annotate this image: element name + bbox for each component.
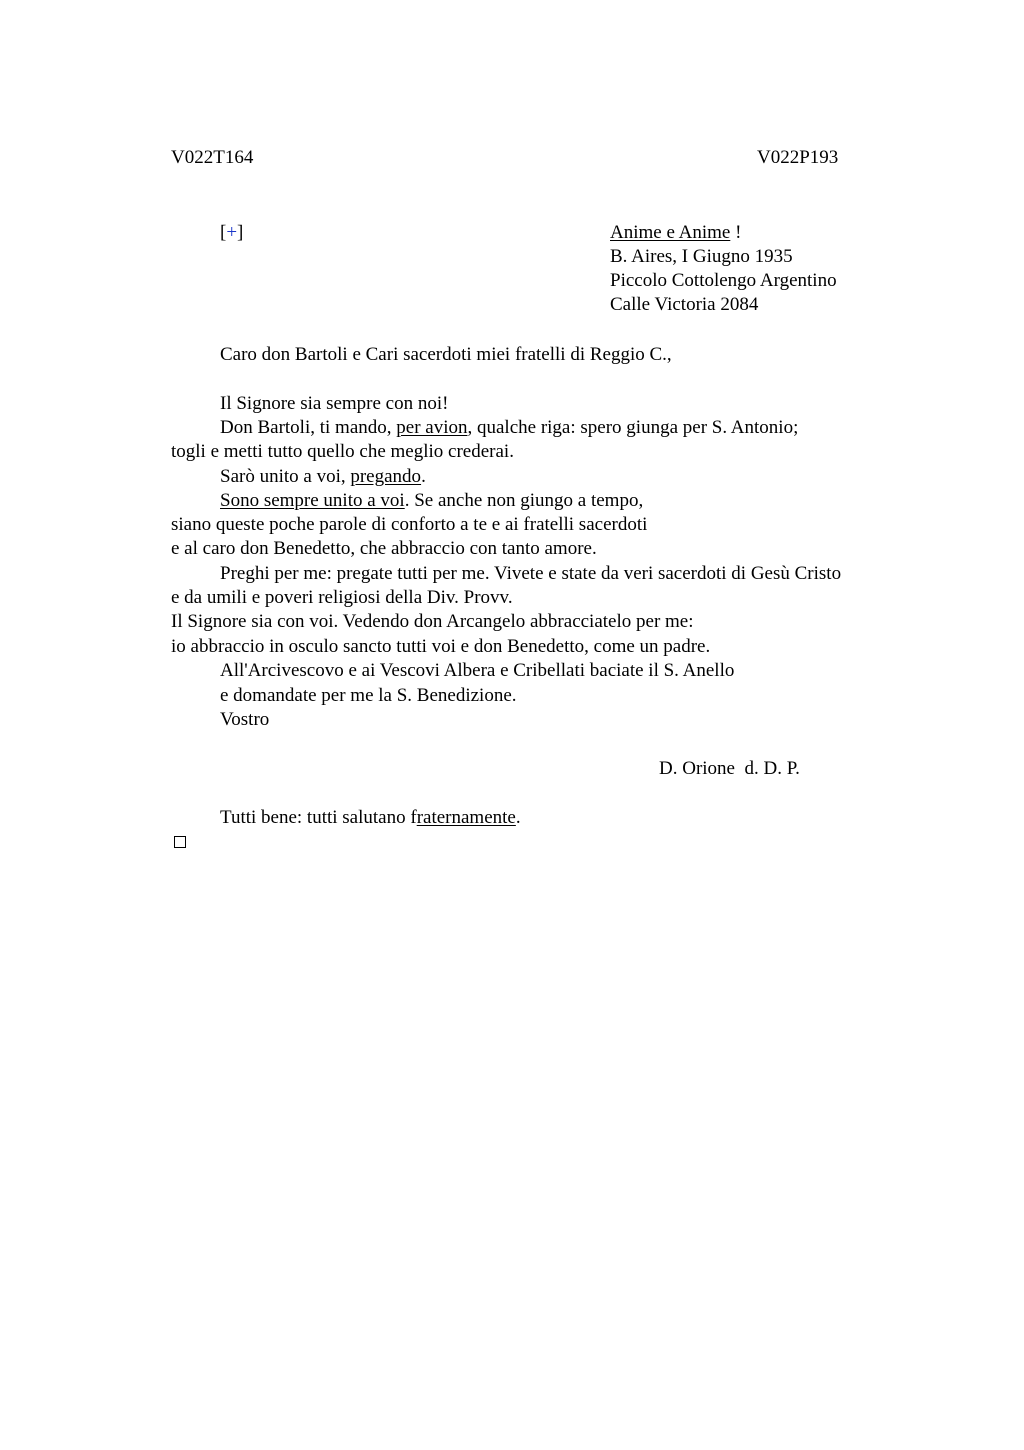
postscript-underlined: raternamente [416,807,516,828]
body-line-2-b: , qualche riga: spero giunga per S. Antonio; [467,417,799,438]
cross-open-bracket: [ [220,222,227,243]
body-line-4-b: . [421,466,426,487]
body-line-4-underlined: pregando [350,466,422,487]
body-line-11: io abbraccio in osculo sancto tutti voi e don Benedetto, come un padre. [171,636,711,657]
body-line-6: siano queste poche parole di conforto a te e ai fratelli sacerdoti [171,514,648,535]
body-line-2-a: Don Bartoli, ti mando, [220,417,397,438]
letter-title-text: Anime e Anime [610,222,731,243]
institution: Piccolo Cottolengo Argentino [610,270,837,291]
body-line-5-b: . Se anche non giungo a tempo, [404,490,644,511]
document-code-left: V022T164 [171,147,254,168]
signature: D. Orione d. D. P. [659,758,800,779]
end-box-icon [174,836,186,848]
body-line-10: Il Signore sia con voi. Vedendo don Arcangelo abbracciatelo per me: [171,611,694,632]
body-line-9: e da umili e poveri religiosi della Div. Provv. [171,587,513,608]
document-code-right: V022P193 [757,147,839,168]
salutation: Caro don Bartoli e Cari sacerdoti miei fratelli di Reggio C., [220,344,672,365]
postscript-b: . [515,807,521,828]
body-line-2-underlined: per avion [396,417,468,438]
postscript-a: Tutti bene: tutti salutano f [220,807,417,828]
address: Calle Victoria 2084 [610,294,759,315]
body-line-7: e al caro don Benedetto, che abbraccio con tanto amore. [171,538,597,559]
cross-icon: + [226,222,238,243]
body-line-4-a: Sarò unito a voi, [220,466,351,487]
body-line-5-underlined: Sono sempre unito a voi [220,490,405,511]
body-line-5 [220,489,643,513]
body-line-4 [220,465,426,489]
cross-close-bracket: ] [237,222,244,243]
postscript [220,806,521,830]
letter-title-suffix: ! [730,222,742,243]
place-date: B. Aires, I Giugno 1935 [610,246,793,267]
letter-title [610,221,741,245]
body-line-14: Vostro [220,709,270,730]
body-line-12: All'Arcivescovo e ai Vescovi Albera e Cribellati baciate il S. Anello [220,660,735,681]
body-line-2 [220,416,798,440]
body-line-13: e domandate per me la S. Benedizione. [220,685,517,706]
cross-mark [220,221,243,245]
body-line-3: togli e metti tutto quello che meglio crederai. [171,441,514,462]
body-line-8: Preghi per me: pregate tutti per me. Vivete e state da veri sacerdoti di Gesù Cristo [220,563,842,584]
body-line-1: Il Signore sia sempre con noi! [220,393,449,414]
